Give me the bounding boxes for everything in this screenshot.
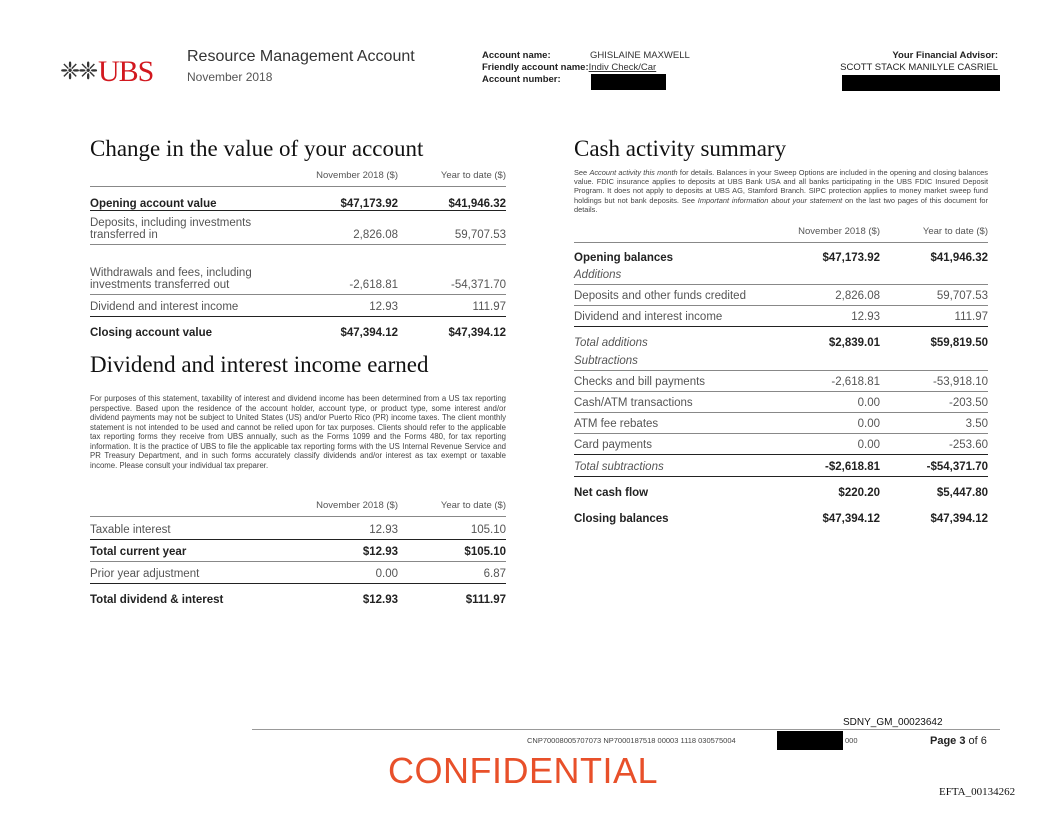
row-value: -$54,371.70	[880, 455, 988, 477]
row-value: $47,173.92	[822, 251, 880, 264]
row-value: 3.50	[880, 413, 988, 434]
row-value: $47,394.12	[930, 512, 988, 525]
column-header: November 2018 ($)	[290, 170, 398, 187]
cash-activity-note	[574, 168, 988, 214]
column-header: November 2018 ($)	[772, 226, 880, 243]
column-header: November 2018 ($)	[290, 500, 398, 517]
row-value: $47,394.12	[340, 326, 398, 339]
table-row	[574, 349, 988, 371]
ubs-logo	[60, 55, 153, 89]
bates-number: SDNY_GM_00023642	[843, 717, 943, 728]
account-type-title: Resource Management Account	[187, 48, 415, 65]
statement-code: CNP70008005707073 NP7000187518 00003 1118 030575004	[527, 736, 736, 745]
change-value-heading: Change in the value of your account	[90, 136, 424, 161]
statement-period: November 2018	[187, 70, 273, 84]
row-label: Cash/ATM transactions	[574, 392, 772, 413]
row-value: 59,707.53	[880, 285, 988, 306]
row-value: $12.93	[290, 540, 398, 562]
advisor-redaction	[842, 75, 1000, 91]
table-row	[574, 243, 988, 264]
row-label: Withdrawals and fees, including investments transferred out	[90, 245, 290, 295]
row-value: $41,946.32	[398, 187, 506, 211]
table-row	[90, 187, 506, 211]
table-header-row	[90, 170, 506, 187]
row-label: Card payments	[574, 434, 772, 455]
row-value: $59,819.50	[930, 336, 988, 349]
row-label: Closing balances	[574, 512, 669, 525]
row-value: -253.60	[880, 434, 988, 455]
row-label: Net cash flow	[574, 486, 649, 499]
table-row	[90, 517, 506, 540]
note-link-text: Account activity this month	[589, 168, 678, 177]
row-label: Deposits, including investments transferred in	[90, 211, 290, 245]
efta-number: EFTA_00134262	[939, 786, 1016, 798]
table-header-row	[90, 500, 506, 517]
advisor-value: SCOTT STACK MANILYLE CASRIEL	[840, 62, 998, 73]
tax-disclaimer-paragraph: For purposes of this statement, taxability of interest and dividend income has been determined from a US tax reporting perspective. Based upon the residence of the account holder, account type, or product type, some interest and/or dividend payments may not be subject to United States (US) and/or Puerto Rico (PR) income taxes. The client monthly statement is not intended to be used and cannot be relied upon for tax purposes. Clients should refer to the applicable tax reporting forms they receive from UBS annually, such as the Forms 1099 and the Forms 480, for tax reporting information. It is the practice of UBS to file the applicable tax reporting forms with the US Internal Revenue Service and PR Treasury Department, and in such forms accurately classify dividends and/or interest as tax exempt or taxable income. Please consult your individual tax preparer.	[90, 394, 506, 470]
row-label: Dividend and interest income	[90, 295, 290, 317]
row-value: -203.50	[880, 392, 988, 413]
page-indicator	[930, 735, 987, 747]
row-label: Total current year	[90, 540, 290, 562]
account-number-redaction	[591, 74, 666, 90]
row-value: $47,173.92	[290, 187, 398, 211]
table-row	[574, 413, 988, 434]
row-value: 12.93	[772, 306, 880, 327]
row-value: -54,371.70	[398, 245, 506, 295]
row-label: Total dividend & interest	[90, 593, 224, 606]
row-label: Dividend and interest income	[574, 306, 772, 327]
friendly-name-label: Friendly account name:	[482, 62, 589, 73]
row-label: Prior year adjustment	[90, 562, 290, 584]
row-label: Deposits and other funds credited	[574, 285, 772, 306]
row-value: 0.00	[772, 434, 880, 455]
friendly-name-value: Indiv Check/Car	[588, 62, 657, 73]
account-number-label: Account number:	[482, 74, 561, 85]
table-row	[574, 327, 988, 349]
row-label: Total additions	[574, 336, 648, 349]
row-value: $5,447.80	[936, 486, 988, 499]
cash-activity-table	[574, 226, 988, 525]
row-value: 111.97	[398, 295, 506, 317]
financial-advisor	[840, 50, 998, 74]
table-row	[574, 434, 988, 455]
table-row	[90, 584, 506, 606]
table-row	[574, 371, 988, 392]
row-value: 0.00	[772, 413, 880, 434]
code-redaction	[777, 731, 843, 750]
account-name-value: GHISLAINE MAXWELL	[590, 50, 690, 61]
table-row	[574, 499, 988, 525]
statement-code-tail: 000	[845, 736, 858, 745]
table-row	[90, 211, 506, 245]
row-label: Checks and bill payments	[574, 371, 772, 392]
footer-divider	[252, 729, 1000, 730]
row-value: 0.00	[290, 562, 398, 584]
table-row	[574, 477, 988, 499]
page-number: 3	[959, 735, 966, 747]
ubs-keys-icon: ❈❈	[60, 58, 97, 85]
row-value: 105.10	[398, 517, 506, 540]
row-value: 111.97	[880, 306, 988, 327]
row-value: 12.93	[290, 517, 398, 540]
row-value: 59,707.53	[398, 211, 506, 245]
table-row	[90, 317, 506, 339]
section-label: Additions	[574, 264, 988, 285]
row-value: -2,618.81	[290, 245, 398, 295]
row-value: 2,826.08	[772, 285, 880, 306]
row-label: Closing account value	[90, 326, 213, 339]
row-value: $111.97	[465, 593, 506, 606]
column-header: Year to date ($)	[398, 170, 506, 187]
table-row	[574, 264, 988, 285]
row-value: -2,618.81	[772, 371, 880, 392]
dividend-heading: Dividend and interest income earned	[90, 352, 429, 377]
row-value: $220.20	[838, 486, 880, 499]
table-row	[574, 285, 988, 306]
row-value: $12.93	[362, 593, 398, 606]
table-row	[90, 562, 506, 584]
row-value: -53,918.10	[880, 371, 988, 392]
column-header: Year to date ($)	[398, 500, 506, 517]
dividend-table	[90, 500, 506, 606]
note-text: for details. Balances in your Sweep Options are included in the opening and closing balances value. FDIC insurance applies to deposits at UBS Bank USA and all banks participating in the UBS FDIC Insured Deposit Program. It does not apply to deposits at UBS AG, Stamford Branch. SIPC protection applies to money market sweep fund holdings but not bank deposits. See	[574, 168, 988, 205]
table-row	[90, 540, 506, 562]
row-value: $2,839.01	[828, 336, 880, 349]
row-label: ATM fee rebates	[574, 413, 772, 434]
note-link-text: Important information about your statement	[697, 195, 843, 205]
row-value: $47,394.12	[448, 326, 506, 339]
table-row	[90, 295, 506, 317]
row-value: $105.10	[398, 540, 506, 562]
column-header: Year to date ($)	[880, 226, 988, 243]
table-row	[574, 392, 988, 413]
row-value: -$2,618.81	[772, 455, 880, 477]
table-row	[574, 455, 988, 477]
confidential-stamp: CONFIDENTIAL	[388, 750, 659, 791]
table-row	[574, 306, 988, 327]
row-label: Taxable interest	[90, 517, 290, 540]
row-label: Total subtractions	[574, 455, 772, 477]
page-total: of 6	[968, 735, 987, 747]
account-name-label: Account name:	[482, 50, 551, 61]
row-value: 12.93	[290, 295, 398, 317]
row-value: 0.00	[772, 392, 880, 413]
advisor-label: Your Financial Advisor:	[892, 50, 998, 61]
cash-activity-heading: Cash activity summary	[574, 136, 787, 161]
table-row	[90, 245, 506, 295]
row-value: $41,946.32	[930, 251, 988, 264]
table-header-row	[574, 226, 988, 243]
row-value: 2,826.08	[290, 211, 398, 245]
row-value: $47,394.12	[822, 512, 880, 525]
note-text: See	[574, 168, 590, 177]
note-text: on the last two pages of this document for details.	[574, 195, 988, 214]
row-label: Opening account value	[90, 187, 290, 211]
row-value: 6.87	[398, 562, 506, 584]
ubs-logo-text: UBS	[98, 55, 154, 88]
change-value-table	[90, 170, 506, 339]
section-label: Subtractions	[574, 349, 988, 371]
row-label: Opening balances	[574, 251, 674, 264]
page-word: Page	[930, 735, 957, 747]
